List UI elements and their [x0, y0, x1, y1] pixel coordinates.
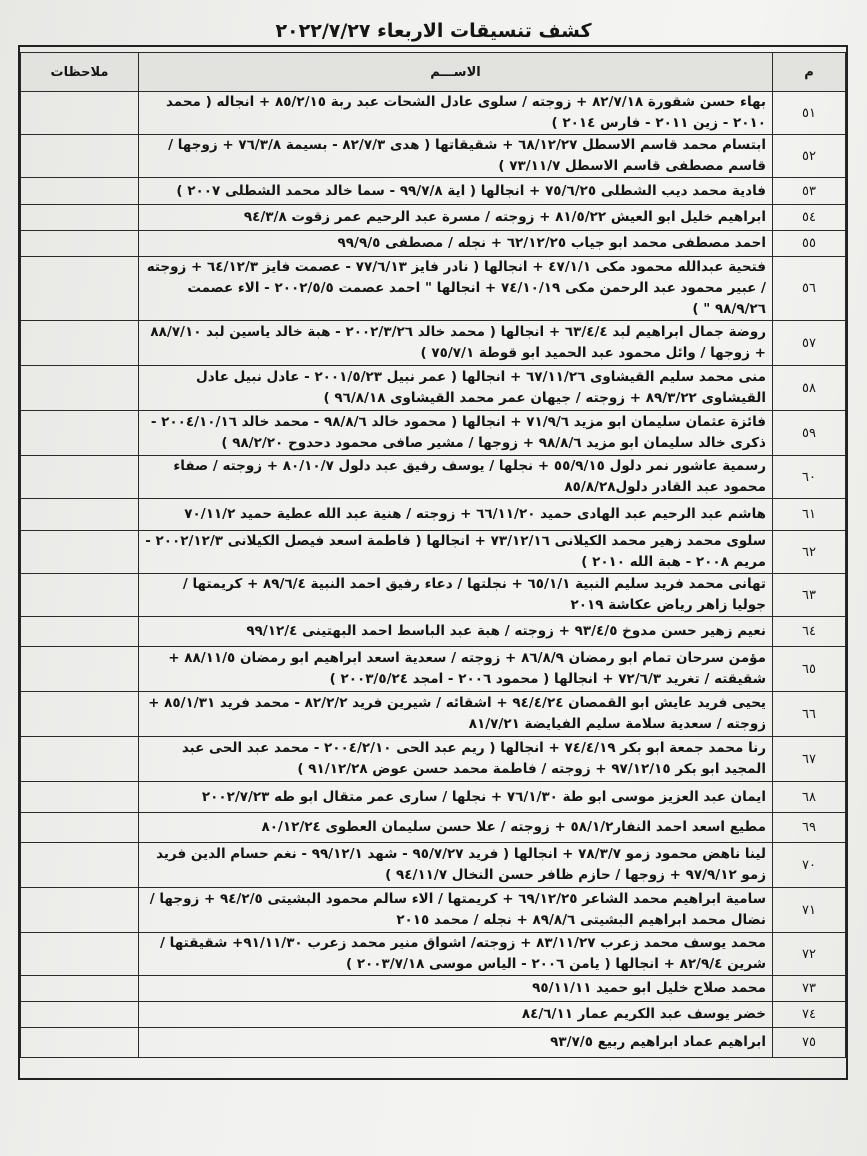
- row-notes: [21, 531, 139, 574]
- row-names: احمد مصطفى محمد ابو جياب ٦٢/١٢/٢٥ + نجله / مصطفى ٩٩/٩/٥: [139, 231, 773, 257]
- row-names: مؤمن سرحان تمام ابو رمضان ٨٦/٨/٩ + زوجته / سعدية اسعد ابراهيم ابو رمضان ٨٨/١١/٥ + شقيقته / تغريد ٧٢/٦/٣ + انجالها ( محمود ٢٠٠٦ - امجد ٢٠٠٣/٥/٢٤ ): [139, 647, 773, 692]
- header-notes: ملاحظات: [21, 53, 139, 92]
- row-number: ٦٩: [773, 813, 846, 843]
- row-notes: [21, 574, 139, 617]
- row-names: لينا ناهض محمود زمو ٧٨/٣/٧ + انجالها ( فريد ٩٥/٧/٢٧ - شهد ٩٩/١٢/١ - نغم حسام الدين فريد زمو ٩٧/٩/١٢ + زوجها / حازم ظافر حسن النخال ٩٤/١١/٧ ): [139, 843, 773, 888]
- row-number: ٦٥: [773, 647, 846, 692]
- row-notes: [21, 976, 139, 1002]
- row-number: ٥٩: [773, 411, 846, 456]
- table-row: [21, 976, 846, 1002]
- row-number: ٧٣: [773, 976, 846, 1002]
- table-row: [21, 456, 846, 499]
- row-names: ابراهيم خليل ابو العيش ٨١/٥/٢٢ + زوجته / مسرة عبد الرحيم عمر زقوت ٩٤/٣/٨: [139, 205, 773, 231]
- row-notes: [21, 692, 139, 737]
- row-notes: [21, 499, 139, 531]
- table-row: [21, 321, 846, 366]
- table-row: [21, 257, 846, 321]
- row-names: ابتسام محمد قاسم الاسطل ٦٨/١٢/٢٧ + شقيقاتها ( هدى ٨٢/٧/٣ - بسيمة ٧٦/٣/٨ + زوجها / قاسم مصطفى قاسم الاسطل ٧٣/١١/٧ ): [139, 135, 773, 178]
- row-names: سلوى محمد زهير محمد الكيلانى ٧٣/١٢/١٦ + انجالها ( فاطمة اسعد فيصل الكيلانى ٢٠٠٢/١٢/٣ - مريم ٢٠٠٨ - هبة الله ٢٠١٠ ): [139, 531, 773, 574]
- row-number: ٦١: [773, 499, 846, 531]
- row-notes: [21, 411, 139, 456]
- row-names: تهانى محمد فريد سليم النبية ٦٥/١/١ + نجلتها / دعاء رفيق احمد النبية ٨٩/٦/٤ + كريمتها / جوليا زاهر رياض عكاشة ٢٠١٩: [139, 574, 773, 617]
- row-number: ٧٤: [773, 1002, 846, 1028]
- row-number: ٥١: [773, 92, 846, 135]
- table-row: [21, 888, 846, 933]
- row-notes: [21, 321, 139, 366]
- row-number: ٧٠: [773, 843, 846, 888]
- row-notes: [21, 178, 139, 205]
- row-notes: [21, 366, 139, 411]
- row-number: ٧٥: [773, 1028, 846, 1058]
- table-row: [21, 647, 846, 692]
- row-names: منى محمد سليم القيشاوى ٦٧/١١/٢٦ + انجالها ( عمر نبيل ٢٠٠١/٥/٢٣ - عادل نبيل عادل القيشاوى ٨٩/٣/٢٢ + زوجته / جيهان عمر محمد القيشاوى ٩٦/٨/١٨ ): [139, 366, 773, 411]
- row-names: فتحية عبدالله محمود مكى ٤٧/١/١ + انجالها ( نادر فايز ٧٧/٦/١٣ - عصمت فايز ٦٤/١٢/٣ + زوجته / عبير محمود عبد الرحمن مكى ٧٤/١٠/١٩ + انجالها " احمد عصمت ٢٠٠٢/٥/٥ - الاء عصمت ٩٨/٩/٢٦ " ): [139, 257, 773, 321]
- row-names: خضر يوسف عبد الكريم عمار ٨٤/٦/١١: [139, 1002, 773, 1028]
- table-row: [21, 531, 846, 574]
- document-title: كشف تنسيقات الاربعاء ٢٠٢٢/٧/٢٧: [275, 20, 592, 42]
- table-row: [21, 92, 846, 135]
- row-number: ٥٨: [773, 366, 846, 411]
- row-number: ٥٣: [773, 178, 846, 205]
- table-row: [21, 1028, 846, 1058]
- table-row: [21, 411, 846, 456]
- header-name: الاســـم: [139, 53, 773, 92]
- table-row: [21, 499, 846, 531]
- row-notes: [21, 617, 139, 647]
- row-notes: [21, 933, 139, 976]
- table-row: [21, 782, 846, 813]
- table-row: [21, 1002, 846, 1028]
- row-notes: [21, 843, 139, 888]
- row-number: ٦٢: [773, 531, 846, 574]
- row-number: ٦٧: [773, 737, 846, 782]
- row-names: يحيى فريد عايش ابو القمصان ٩٤/٤/٢٤ + اشقائه / شيرين فريد ٨٢/٢/٢ - محمد فريد ٨٥/١/٣١ + زوجته / سعدية سلامة سليم الفيايضة ٨١/٧/٢١: [139, 692, 773, 737]
- row-names: رنا محمد جمعة ابو بكر ٧٤/٤/١٩ + انجالها ( ريم عبد الحى ٢٠٠٤/٢/١٠ - محمد عبد الحى عبد المجيد ابو بكر ٩٧/١٢/١٥ + زوجته / فاطمة محمد حسن عوض ٩١/١٢/٢٨ ): [139, 737, 773, 782]
- names-table: [20, 52, 846, 1058]
- row-names: نعيم زهير حسن مدوخ ٩٣/٤/٥ + زوجته / هبة عبد الباسط احمد البهتينى ٩٩/١٢/٤: [139, 617, 773, 647]
- row-number: ٥٥: [773, 231, 846, 257]
- table-row: [21, 617, 846, 647]
- row-names: هاشم عبد الرحيم عبد الهادى حميد ٦٦/١١/٢٠ + زوجته / هنية عبد الله عطية حميد ٧٠/١١/٢: [139, 499, 773, 531]
- row-notes: [21, 1028, 139, 1058]
- row-names: روضة جمال ابراهيم لبد ٦٣/٤/٤ + انجالها ( محمد خالد ٢٠٠٢/٣/٢٦ - هبة خالد ياسين لبد ٨٨/٧/١٠ + زوجها / وائل محمود عبد الحميد ابو قوطة ٧٥/٧/١ ): [139, 321, 773, 366]
- row-number: ٥٧: [773, 321, 846, 366]
- table-row: [21, 205, 846, 231]
- row-names: محمد يوسف محمد زعرب ٨٣/١١/٢٧ + زوجته/ اشواق منير محمد زعرب ٩١/١١/٣٠+ شقيقتها / شرين ٨٢/٩/٤ + انجالها ( يامن ٢٠٠٦ - الياس موسى ٢٠٠٣/٧/١٨ ): [139, 933, 773, 976]
- table-row: [21, 813, 846, 843]
- table-row: [21, 692, 846, 737]
- table-row: [21, 843, 846, 888]
- row-number: ٦٦: [773, 692, 846, 737]
- row-notes: [21, 888, 139, 933]
- table-row: [21, 178, 846, 205]
- row-notes: [21, 456, 139, 499]
- row-names: فادية محمد ديب الشطلى ٧٥/٦/٢٥ + انجالها ( اية ٩٩/٧/٨ - سما خالد محمد الشطلى ٢٠٠٧ ): [139, 178, 773, 205]
- row-number: ٥٢: [773, 135, 846, 178]
- row-notes: [21, 782, 139, 813]
- row-names: ايمان عبد العزيز موسى ابو طة ٧٦/١/٣٠ + نجلها / سارى عمر متقال ابو طه ٢٠٠٢/٧/٢٣: [139, 782, 773, 813]
- row-names: بهاء حسن شقورة ٨٢/٧/١٨ + زوجته / سلوى عادل الشحات عبد ربة ٨٥/٢/١٥ + انجاله ( محمد ٢٠١٠ - زين ٢٠١١ - فارس ٢٠١٤ ): [139, 92, 773, 135]
- row-number: ٦٤: [773, 617, 846, 647]
- row-notes: [21, 205, 139, 231]
- header-number: م: [773, 53, 846, 92]
- row-notes: [21, 813, 139, 843]
- row-number: ٥٦: [773, 257, 846, 321]
- row-notes: [21, 1002, 139, 1028]
- table-header-row: [21, 53, 846, 92]
- row-notes: [21, 92, 139, 135]
- row-names: سامية ابراهيم محمد الشاعر ٦٩/١٢/٢٥ + كريمتها / الاء سالم محمود البشيتى ٩٤/٢/٥ + زوجها / نضال محمد ابراهيم البشيتى ٨٩/٨/٦ + نجله / محمد ٢٠١٥: [139, 888, 773, 933]
- row-number: ٦٨: [773, 782, 846, 813]
- table-row: [21, 231, 846, 257]
- table-row: [21, 135, 846, 178]
- row-names: فائزة عثمان سليمان ابو مزيد ٧١/٩/٦ + انجالها ( محمود خالد ٩٨/٨/٦ - محمد خالد ٢٠٠٤/١٠/١٦ - ذكرى خالد سليمان ابو مزيد ٩٨/٨/٦ + زوجها / مشير صافى محمود دحدوح ٩٨/٢/٢٠ ): [139, 411, 773, 456]
- table-row: [21, 737, 846, 782]
- row-number: ٥٤: [773, 205, 846, 231]
- row-names: مطيع اسعد احمد النفار٥٨/١/٢ + زوجته / علا حسن سليمان العطوى ٨٠/١٢/٢٤: [139, 813, 773, 843]
- row-notes: [21, 737, 139, 782]
- table-row: [21, 366, 846, 411]
- table-row: [21, 574, 846, 617]
- table-body: [21, 92, 846, 1058]
- row-number: ٧١: [773, 888, 846, 933]
- row-number: ٦٠: [773, 456, 846, 499]
- row-notes: [21, 257, 139, 321]
- row-names: محمد صلاح خليل ابو حميد ٩٥/١١/١١: [139, 976, 773, 1002]
- row-notes: [21, 231, 139, 257]
- row-number: ٦٣: [773, 574, 846, 617]
- row-names: رسمية عاشور نمر دلول ٥٥/٩/١٥ + نجلها / يوسف رفيق عبد دلول ٨٠/١٠/٧ + زوجته / صفاء محمود عبد القادر دلول٨٥/٨/٢٨: [139, 456, 773, 499]
- row-number: ٧٢: [773, 933, 846, 976]
- row-notes: [21, 135, 139, 178]
- row-names: ابراهيم عماد ابراهيم ربيع ٩٣/٧/٥: [139, 1028, 773, 1058]
- row-notes: [21, 647, 139, 692]
- table-row: [21, 933, 846, 976]
